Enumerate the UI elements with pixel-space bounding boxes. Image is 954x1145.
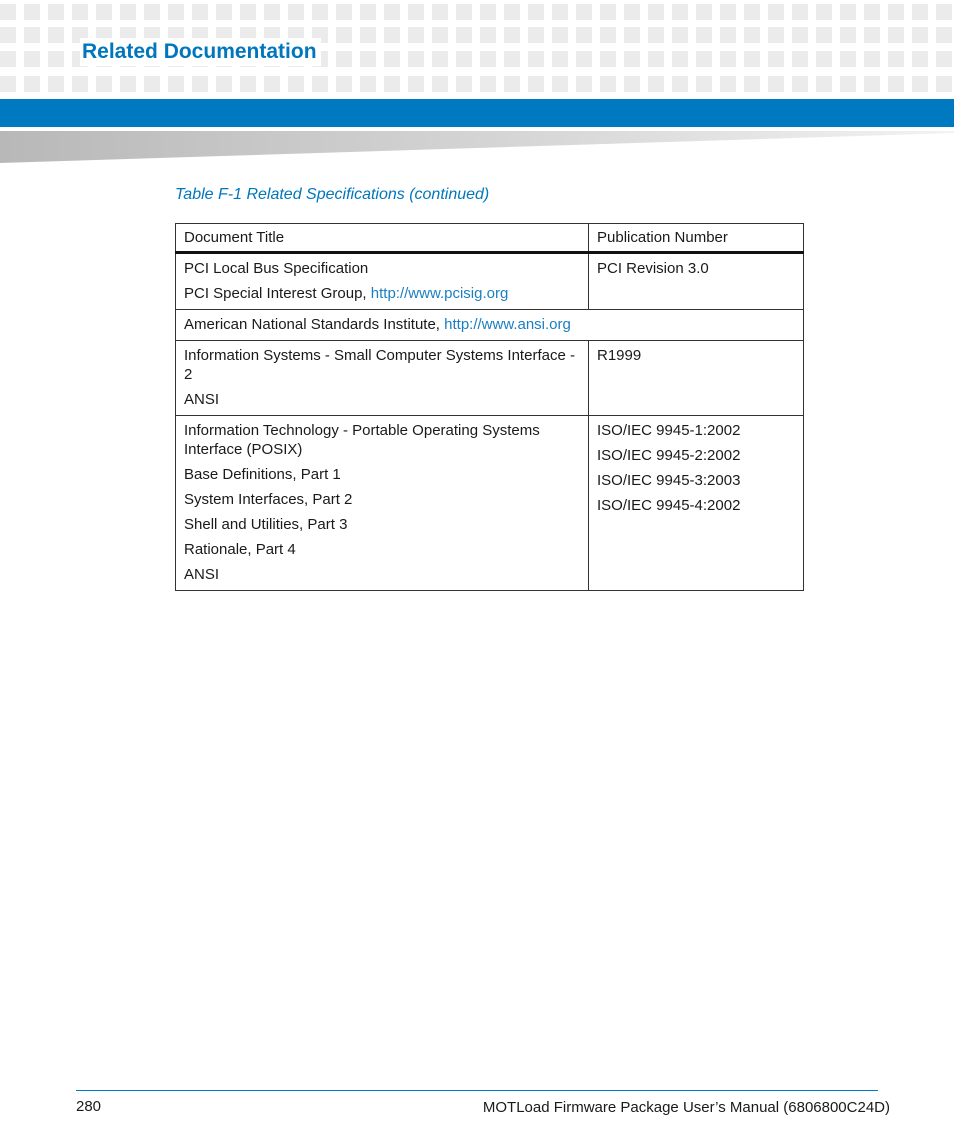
publication-number: R1999 (597, 347, 642, 364)
footer-rule (76, 1090, 878, 1091)
pcisig-link[interactable]: http://www.pcisig.org (370, 285, 509, 302)
publication-number-cell (589, 253, 804, 310)
document-title-cell (176, 341, 589, 416)
ansi-link[interactable]: http://www.ansi.org (444, 316, 571, 333)
header-gray-wedge (0, 131, 954, 163)
table-header-row (176, 224, 804, 253)
page-title: Related Documentation (80, 38, 321, 66)
publication-number-cell (589, 341, 804, 416)
document-title-cell (176, 416, 589, 591)
organization-name: PCI Special Interest Group, (184, 285, 371, 302)
document-title-line: Information Systems - Small Computer Systems Interface - 2 (184, 347, 575, 383)
publication-number: ISO/IEC 9945-4:2002 (597, 497, 741, 514)
organization-line (184, 284, 580, 303)
document-title-line: System Interfaces, Part 2 (184, 491, 353, 508)
organization-name: American National Standards Institute, (184, 316, 445, 333)
document-title-line: Base Definitions, Part 1 (184, 466, 341, 483)
document-title-line: ANSI (184, 566, 220, 583)
document-title-line: Rationale, Part 4 (184, 541, 296, 558)
document-title-line: ANSI (184, 391, 220, 408)
document-title-cell (176, 253, 589, 310)
table-row (176, 416, 804, 591)
manual-title: MOTLoad Firmware Package User’s Manual (6806800C24D) (482, 1099, 890, 1116)
table-row (176, 310, 804, 341)
organization-cell (176, 310, 804, 341)
publication-number: ISO/IEC 9945-3:2003 (597, 472, 741, 489)
table-row (176, 341, 804, 416)
publication-number: ISO/IEC 9945-1:2002 (597, 422, 741, 439)
publication-number-cell (589, 416, 804, 591)
header-document-title: Document Title (176, 224, 589, 253)
document-title-line: Information Technology - Portable Operating Systems Interface (POSIX) (184, 422, 540, 458)
publication-number: PCI Revision 3.0 (597, 260, 709, 277)
page-number: 280 (76, 1098, 102, 1115)
table-row (176, 253, 804, 310)
header-blue-bar (0, 99, 954, 127)
header-publication-number: Publication Number (589, 224, 804, 253)
table-caption: Table F-1 Related Specifications (continued) (175, 186, 490, 203)
publication-number: ISO/IEC 9945-2:2002 (597, 447, 741, 464)
related-specifications-table (175, 223, 804, 591)
document-title-line: PCI Local Bus Specification (184, 260, 369, 277)
document-title-line: Shell and Utilities, Part 3 (184, 516, 348, 533)
